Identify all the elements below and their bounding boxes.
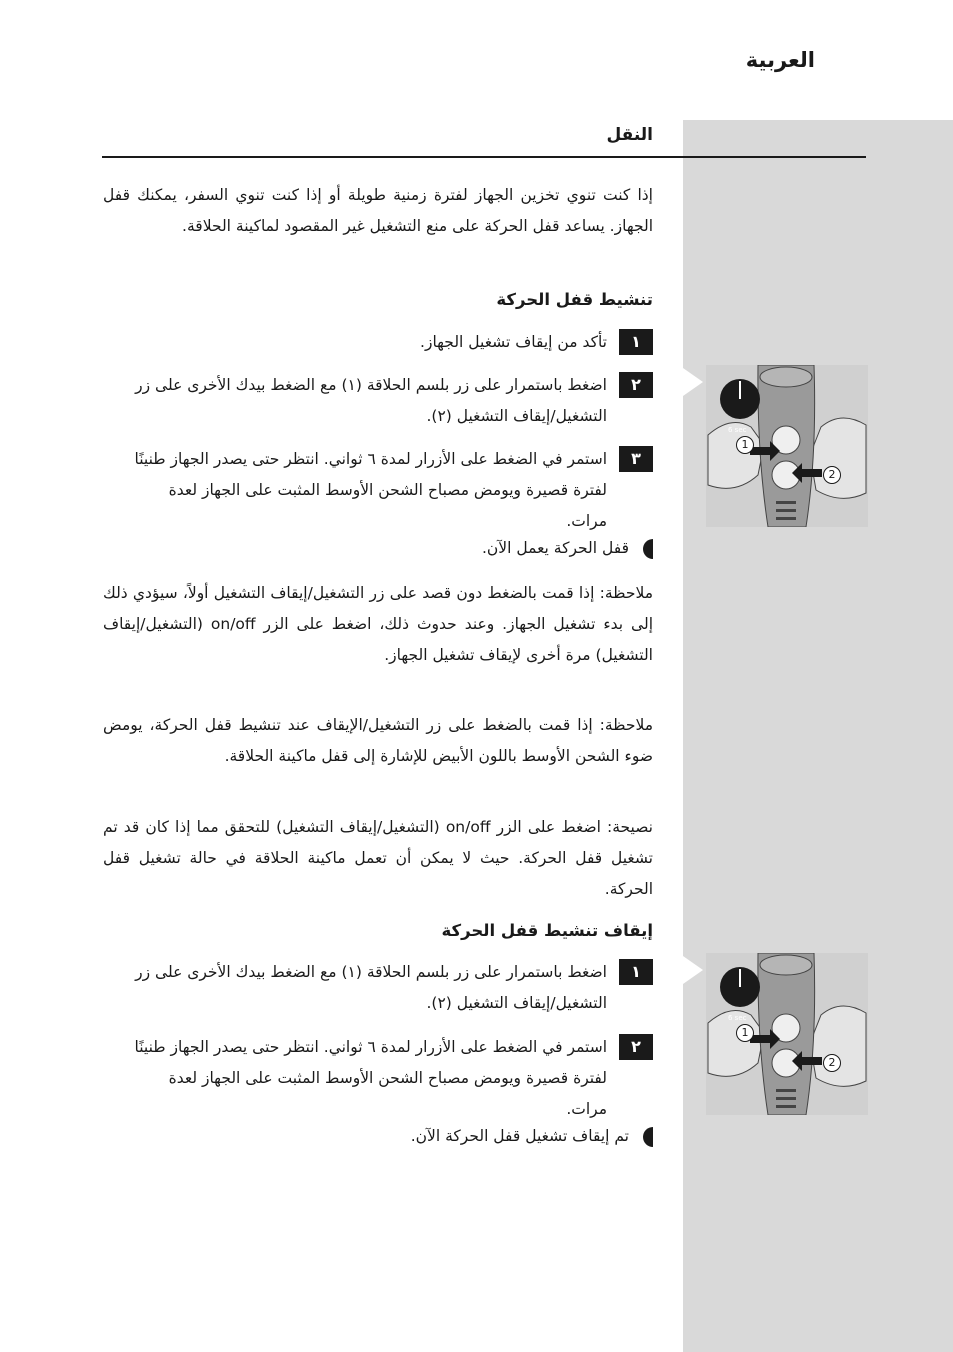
timer-label: 6 sec: [728, 1014, 747, 1022]
deactivate-heading: إيقاف تنشيط قفل الحركة: [441, 921, 653, 940]
step-number: ١: [619, 329, 653, 355]
step-text: اضغط باستمرار على زر بلسم الحلاقة (١) مع الضغط بيدك الأخرى على زر التشغيل/إيقاف التشغيل (٢).: [135, 963, 607, 1012]
step-text: اضغط باستمرار على زر بلسم الحلاقة (١) مع الضغط بيدك الأخرى على زر التشغيل/إيقاف التشغيل (٢).: [135, 376, 607, 425]
tip-paragraph: نصيحة: اضغط على الزر on/off (التشغيل/إيقاف التشغيل) للتحقق مما إذا كان قد تم تشغيل قفل الحركة. حيث لا يمكن أن تعمل ماكينة الحلاقة في حالة تشغيل قفل الحركة.: [103, 818, 653, 898]
callout-2: 2: [823, 1054, 841, 1072]
result-bullet-icon: [641, 1127, 653, 1147]
callout-2: 2: [823, 466, 841, 484]
language-title: العربية: [745, 48, 815, 72]
note-2: ملاحظة: إذا قمت بالضغط على زر التشغيل/الإيقاف عند تنشيط قفل الحركة، يومض ضوء الشحن الأوسط باللون الأبيض للإشارة إلى قفل ماكينة الحلاقة.: [103, 716, 653, 765]
deactivate-step-2: [133, 1032, 653, 1125]
title-divider: [102, 156, 866, 158]
step-number: ١: [619, 959, 653, 985]
activate-step-1: [133, 327, 653, 358]
callout-1: 1: [736, 1024, 754, 1042]
activate-step-3: [133, 444, 653, 537]
step-text: استمر في الضغط على الأزرار لمدة ٦ ثواني. انتظر حتى يصدر الجهاز طنينًا لفترة قصيرة ويومض مصباح الشحن الأوسط المثبت على الجهاز لعدة مرات.: [134, 450, 607, 530]
step-number: ٢: [619, 1034, 653, 1060]
step-text: تأكد من إيقاف تشغيل الجهاز.: [420, 333, 607, 351]
activate-heading: تنشيط قفل الحركة: [496, 290, 653, 309]
timer-label: 6 sec: [728, 426, 747, 434]
step-number: ٢: [619, 372, 653, 398]
activate-result: [482, 533, 653, 564]
shaver-drawing: [706, 953, 868, 1115]
result-bullet-icon: [641, 539, 653, 559]
illustration-pointer: [683, 956, 703, 984]
result-text: قفل الحركة يعمل الآن.: [482, 539, 629, 557]
shaver-illustration-1: [706, 365, 868, 527]
illustration-pointer: [683, 368, 703, 396]
step-text: استمر في الضغط على الأزرار لمدة ٦ ثواني. انتظر حتى يصدر الجهاز طنينًا لفترة قصيرة ويومض مصباح الشحن الأوسط المثبت على الجهاز لعدة مرات.: [134, 1038, 607, 1118]
shaver-drawing: [706, 365, 868, 527]
step-number: ٣: [619, 446, 653, 472]
intro-paragraph: إذا كنت تنوي تخزين الجهاز لفترة زمنية طويلة أو إذا كنت تنوي السفر، يمكنك قفل الجهاز. يساعد قفل الحركة على منع التشغيل غير المقصود لماكينة الحلاقة.: [103, 186, 653, 235]
shaver-illustration-2: [706, 953, 868, 1115]
result-text: تم إيقاف تشغيل قفل الحركة الآن.: [410, 1127, 629, 1145]
section-title: النقل: [606, 125, 653, 145]
deactivate-result: [411, 1121, 653, 1152]
callout-1: 1: [736, 436, 754, 454]
note-1: ملاحظة: إذا قمت بالضغط دون قصد على زر التشغيل/إيقاف التشغيل أولاً، سيؤدي ذلك إلى بدء تشغيل الجهاز. وعند حدوث ذلك، اضغط على الزر on/off (التشغيل/إيقاف التشغيل) مرة أخرى لإيقاف تشغيل الجهاز.: [103, 584, 653, 664]
activate-step-2: [133, 370, 653, 432]
deactivate-step-1: [133, 957, 653, 1019]
sidebar-panel: [683, 120, 953, 1352]
